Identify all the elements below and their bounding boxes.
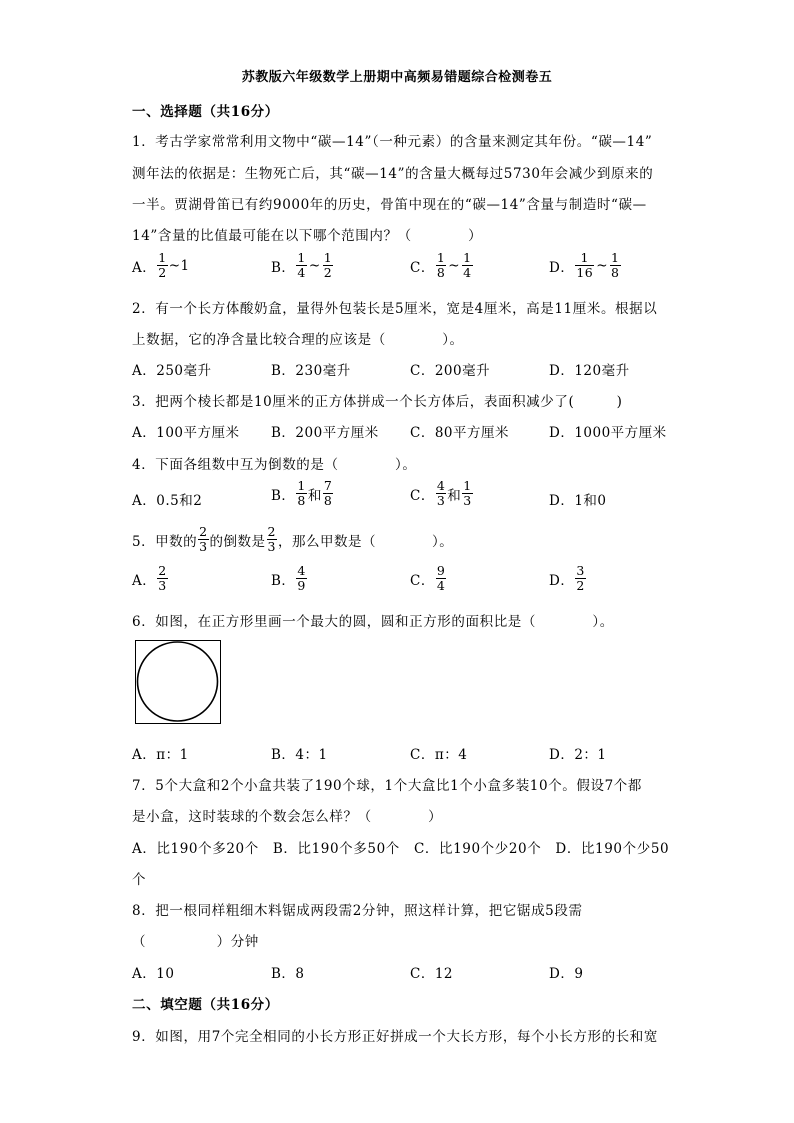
question-1-option-c[interactable]: C． $\frac{1}{8}$ ~ $\frac{1}{4}$ [410,250,472,281]
question-6-option-d[interactable]: D．2：1 [549,747,607,763]
question-7-options-wrap: 个 [132,872,147,888]
fraction: $\frac{1}{3}$ [463,478,472,509]
question-3-option-a[interactable]: A．100平方厘米 [132,425,240,441]
fraction: $\frac{1}{8}$ [611,250,620,281]
page-title: 苏教版六年级数学上册期中高频易错题综合检测卷五 [241,70,553,85]
question-9-line-1: 9．如图，用7个完全相同的小长方形正好拼成一个大长方形，每个小长方形的长和宽 [132,1029,658,1045]
question-4-option-b[interactable]: B． $\frac{1}{8}$ 和 $\frac{7}{8}$ [271,478,333,509]
question-5-option-a[interactable]: A． $\frac{2}{3}$ [132,563,167,594]
fraction: $\frac{1}{4}$ [297,250,306,281]
question-7-line-2: 是小盒，这时装球的个数会怎么样？（ ） [132,809,443,825]
question-3-option-c[interactable]: C．80平方厘米 [410,425,510,441]
question-1-line-2: 测年法的依据是：生物死亡后，其“碳—14”的含量大概每过5730年会减少到原来的 [132,166,654,182]
section-heading-choice: 一、选择题（共16分） [132,104,279,120]
question-7-line-1: 7．5个大盒和2个小盒共装了190个球，1个大盒比1个小盒多装10个。假设7个都 [132,778,642,794]
question-2-line-2: 上数据，它的净含量比较合理的应该是（ ）。 [132,332,464,348]
question-5-option-b[interactable]: B． $\frac{4}{9}$ [271,563,306,594]
question-1-option-a[interactable]: A． $\frac{1}{2}$ ~1 [132,250,190,281]
question-6-option-c[interactable]: C．π：4 [410,747,468,763]
section-heading-fill-blank: 二、填空题（共16分） [132,997,279,1013]
question-3-option-d[interactable]: D．1000平方厘米 [549,425,667,441]
question-4-option-d[interactable]: D．1和0 [549,493,607,509]
question-8-line-1: 8．把一根同样粗细木料锯成两段需2分钟，照这样计算，把它锯成5段需 [132,903,583,919]
question-8-option-a[interactable]: A．10 [132,966,175,982]
question-8-option-d[interactable]: D．9 [549,966,584,982]
fraction: $\frac{1}{16}$ [576,250,594,281]
question-8-line-2: （ ）分钟 [132,934,259,950]
question-1-line-4: 14”含量的比值最可能在以下哪个范围内？（ ） [132,228,483,244]
question-8-option-b[interactable]: B．8 [271,966,305,982]
fraction: $\frac{4}{3}$ [436,478,446,509]
fraction: $\frac{1}{2}$ [323,250,333,281]
question-7-options[interactable]: A．比190个多20个 B．比190个多50个 C．比190个少20个 D．比190个少50 [132,841,670,857]
fraction: $\frac{9}{4}$ [436,563,446,594]
fraction: $\frac{3}{2}$ [576,563,585,594]
question-4-option-a[interactable]: A．0.5和2 [132,493,203,509]
question-4-option-c[interactable]: C． $\frac{4}{3}$ 和 $\frac{1}{3}$ [410,478,472,509]
question-1-option-b[interactable]: B． $\frac{1}{4}$ ~ $\frac{1}{2}$ [271,250,333,281]
square-with-inscribed-circle-figure [135,640,221,724]
fraction: $\frac{1}{4}$ [463,250,472,281]
question-5-option-d[interactable]: D． $\frac{3}{2}$ [549,563,585,594]
question-1-line-3: 一半。贾湖骨笛已有约9000年的历史，骨笛中现在的“碳—14”含量与制造时“碳— [132,197,647,213]
fraction: $\frac{2}{3}$ [158,563,167,594]
fraction: $\frac{7}{8}$ [323,478,333,509]
fraction: $\frac{4}{9}$ [297,563,306,594]
fraction: $\frac{2}{3}$ [199,524,208,555]
fraction: $\frac{1}{8}$ [297,478,306,509]
fraction: $\frac{2}{3}$ [267,524,276,555]
question-6-option-a[interactable]: A．π：1 [132,747,189,763]
question-5-line-1: 5．甲数的 $\frac{2}{3}$ 的倒数是 $\frac{2}{3}$ ，那么甲数是（ ）。 [132,524,454,555]
question-5-option-c[interactable]: C． $\frac{9}{4}$ [410,563,446,594]
question-2-option-a[interactable]: A．250毫升 [132,363,212,379]
question-3-option-b[interactable]: B．200平方厘米 [271,425,379,441]
inscribed-circle [136,641,219,722]
question-1-line-1: 1．考古学家常常利用文物中“碳—14”（一种元素）的含量来测定其年份。“碳—14” [132,134,653,150]
question-1-option-d[interactable]: D． $\frac{1}{16}$ ~ $\frac{1}{8}$ [549,250,620,281]
question-2-option-d[interactable]: D．120毫升 [549,363,630,379]
question-6-line-1: 6．如图，在正方形里画一个最大的圆，圆和正方形的面积比是（ ）。 [132,614,614,630]
question-2-line-1: 2．有一个长方体酸奶盒，量得外包装长是5厘米，宽是4厘米，高是11厘米。根据以 [132,301,658,317]
question-2-option-c[interactable]: C．200毫升 [410,363,491,379]
fraction: $\frac{1}{2}$ [158,250,167,281]
question-8-option-c[interactable]: C．12 [410,966,454,982]
fraction: $\frac{1}{8}$ [436,250,446,281]
question-3-line-1: 3．把两个棱长都是10厘米的正方体拼成一个长方体后，表面积减少了( ) [132,394,623,410]
question-4-line-1: 4．下面各组数中互为倒数的是（ ）。 [132,457,417,473]
question-2-option-b[interactable]: B．230毫升 [271,363,351,379]
question-6-option-b[interactable]: B．4：1 [271,747,328,763]
